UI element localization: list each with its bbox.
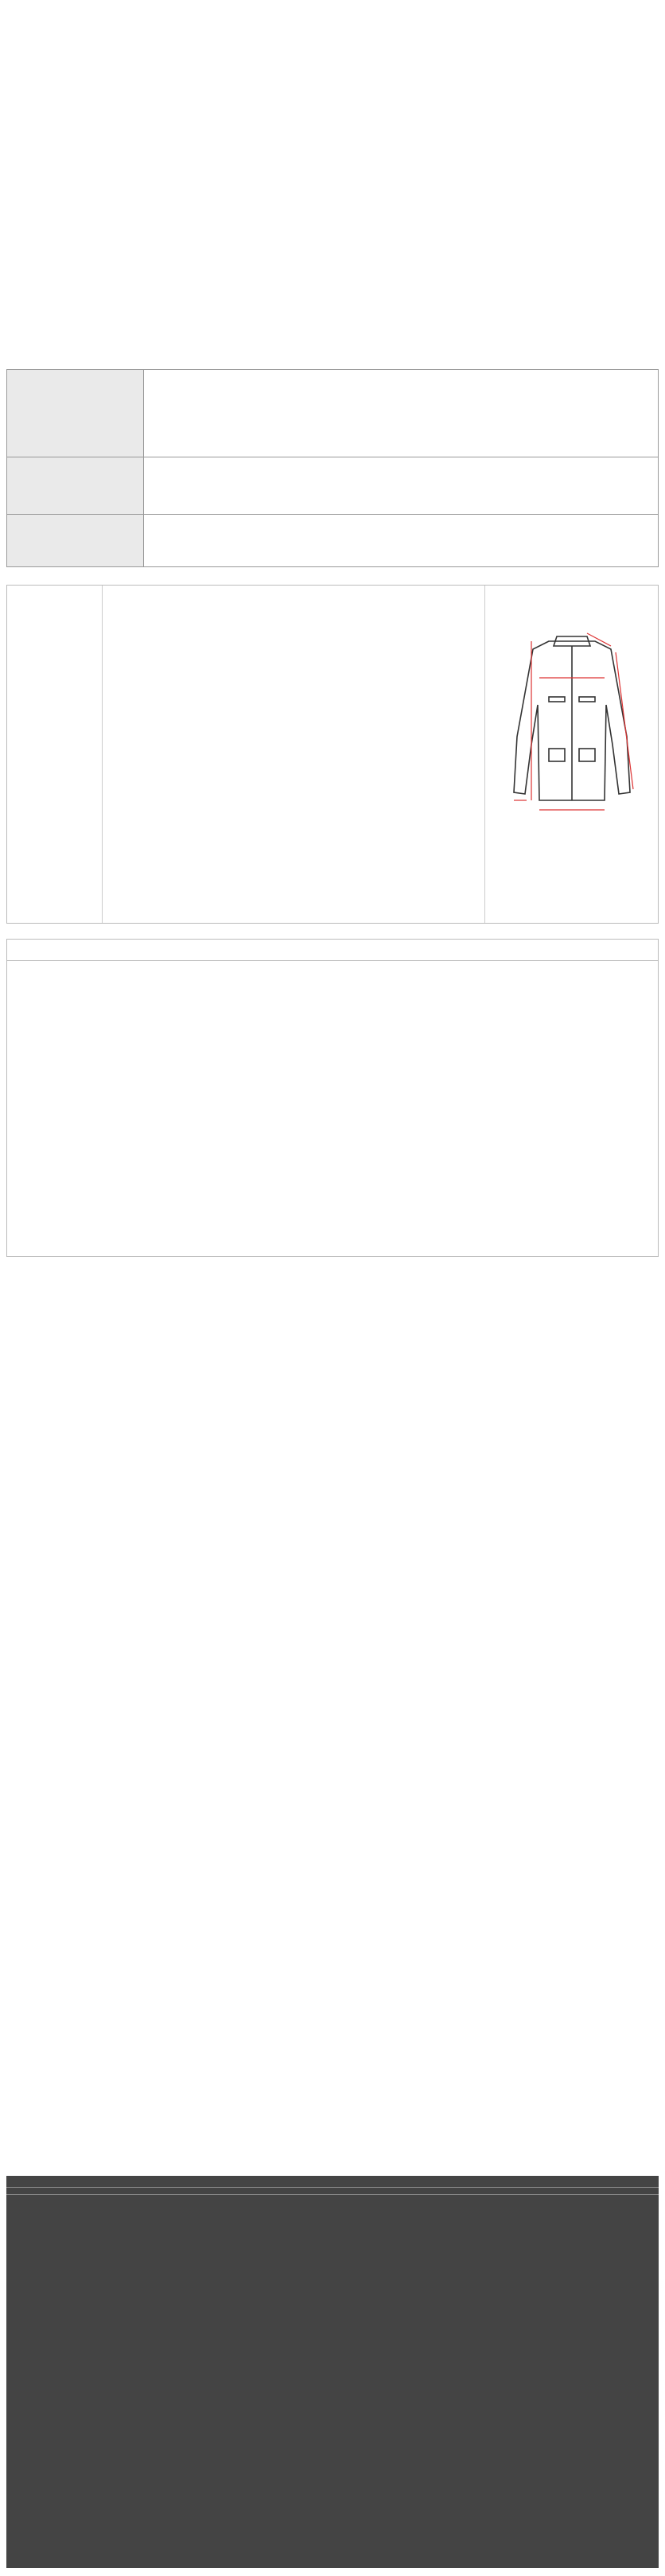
garment-diagram — [484, 586, 658, 923]
material-label — [7, 457, 144, 515]
notes-section — [6, 2176, 659, 2568]
diagram-letters — [485, 586, 659, 840]
washing-section — [6, 939, 659, 1257]
origin-label — [7, 370, 144, 457]
basic-info-section — [6, 585, 659, 924]
basic-info-grid — [103, 586, 484, 923]
basic-info-label — [7, 586, 103, 923]
origin-value — [144, 370, 659, 457]
size-table — [6, 237, 659, 567]
other-label — [7, 515, 144, 567]
size-chart-section — [6, 6, 659, 10]
material-value — [144, 457, 659, 515]
other-value — [144, 515, 659, 567]
